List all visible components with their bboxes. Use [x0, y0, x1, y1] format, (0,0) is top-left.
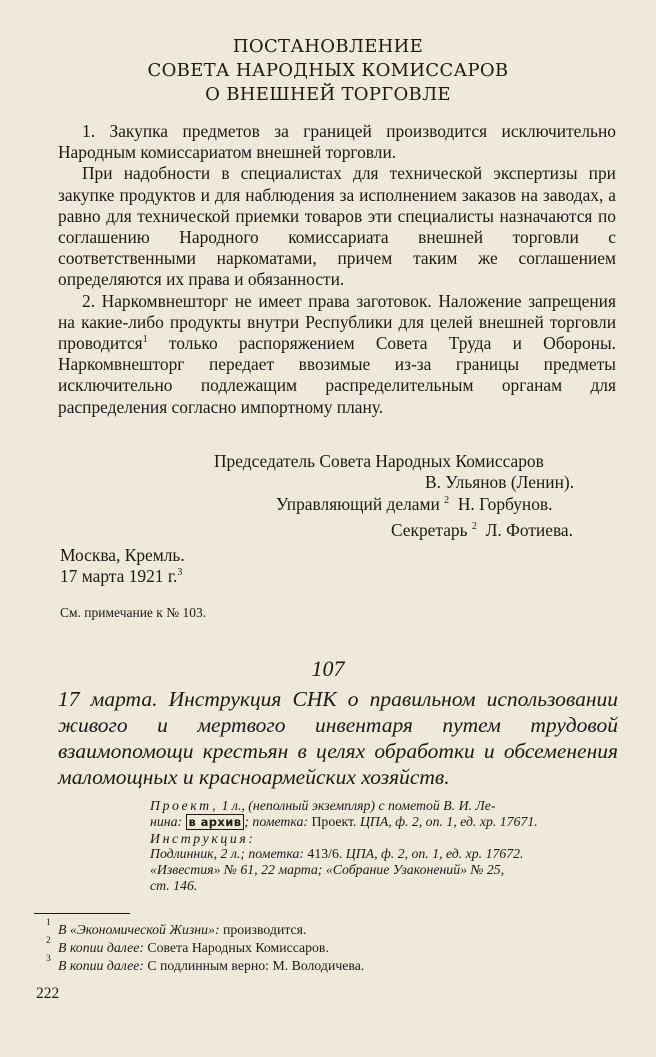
date: [60, 566, 182, 587]
place: Москва, Кремль.: [60, 545, 185, 565]
footnote-3: 3 В копии далее: С подлинным верно: М. Володичева.: [46, 954, 365, 973]
secretary-title: Секретарь: [391, 520, 468, 540]
resolution-heading-council: СОВЕТА НАРОДНЫХ КОМИССАРОВ: [147, 60, 509, 81]
footnote-ref-3[interactable]: 3: [177, 567, 183, 578]
archive-line-3: Инструкция:: [150, 830, 256, 846]
secretary-signature: [391, 520, 573, 541]
footnote-2: 2 В копии далее: Совета Народных Комиссаров.: [46, 936, 329, 955]
archive-line-1: Проект, 1 л., (неполный экземпляр) с пометой В. И. Ле-: [150, 798, 496, 813]
manager-title: Управляющий делами: [276, 494, 440, 514]
resolution-heading: ПОСТАНОВЛЕНИЕ: [232, 36, 424, 57]
paragraph-1: 1. Закупка предметов за границей производится исключительно Народным комиссариатом внешней торговли.: [58, 121, 616, 163]
archive-stamp: в архив: [186, 814, 245, 830]
archive-line-6: ст. 146.: [150, 877, 198, 893]
paragraph-1-continued: При надобности в специалистах для технической экспертизы при закупке продуктов и для наблюдения за исполнением заказов на заводах, а равно для технической приемки товаров эти специалисты назначаются по соглашению Народного комиссариата внешней торговли с соответственными наркоматами, причем таким же соглашением определяются их права и обязанности.: [58, 163, 616, 290]
resolution-heading-subject: О ВНЕШНЕЙ ТОРГОВЛЕ: [205, 84, 451, 105]
footnote-ref-2b[interactable]: 2: [471, 521, 477, 532]
document-number: 107: [311, 656, 345, 681]
footnote-ref-2[interactable]: 2: [444, 495, 450, 506]
archive-line-5: «Известия» № 61, 22 марта; «Собрание Узаконений» № 25,: [150, 862, 505, 878]
manager-name: Н. Горбунов.: [457, 494, 553, 514]
footnote-3-number: 3: [46, 954, 51, 964]
date-text: 17 марта 1921 г.: [60, 566, 178, 586]
manager-signature: [276, 494, 552, 515]
footnote-2-number: 2: [46, 936, 51, 946]
archive-line-4: Подлинник, 2 л.; пометка: 413/6. ЦПА, ф. 2, оп. 1, ед. хр. 17672.: [150, 846, 524, 862]
paragraph-2-text: 2. Наркомвнешторг не имеет права заготовок. Наложение запрещения на какие-либо продукты внутри Республики для целей внешней торговли проводится: [58, 290, 616, 354]
resolution-body: [58, 121, 616, 418]
footnote-1-number: 1: [46, 918, 51, 928]
page-number: 222: [36, 985, 60, 1002]
paragraph-2-text-end: только распоряжением Совета Труда и Обороны. Наркомвнешторг передает ввозимые из-за границы предметы исключительно подлежащим распределительным органам для распределения согласно импортному плану.: [58, 333, 616, 417]
footnote-divider: [34, 913, 130, 914]
secretary-name: Л. Фотиева.: [485, 520, 573, 540]
paragraph-2: [58, 291, 616, 418]
archive-notes: [150, 798, 618, 894]
chair-title: Председатель Совета Народных Комиссаров: [214, 451, 544, 471]
footnote-ref-1[interactable]: 1: [142, 334, 148, 346]
chair-name: В. Ульянов (Ленин).: [425, 472, 575, 492]
document-title: 17 марта. Инструкция СНК о правильном использовании живого и мертвого инвентаря путем трудовой взаимопомощи крестьян в целях обработки и обсеменения маломощных и красноармейских хозяйств.: [58, 687, 618, 789]
archive-line-2: нина: в архив ; пометка: Проект. ЦПА, ф. 2, оп. 1, ед. хр. 17671.: [150, 813, 538, 829]
see-note: См. примечание к № 103.: [60, 605, 207, 620]
footnote-1: 1 В «Экономической Жизни»: производится.: [46, 918, 307, 937]
